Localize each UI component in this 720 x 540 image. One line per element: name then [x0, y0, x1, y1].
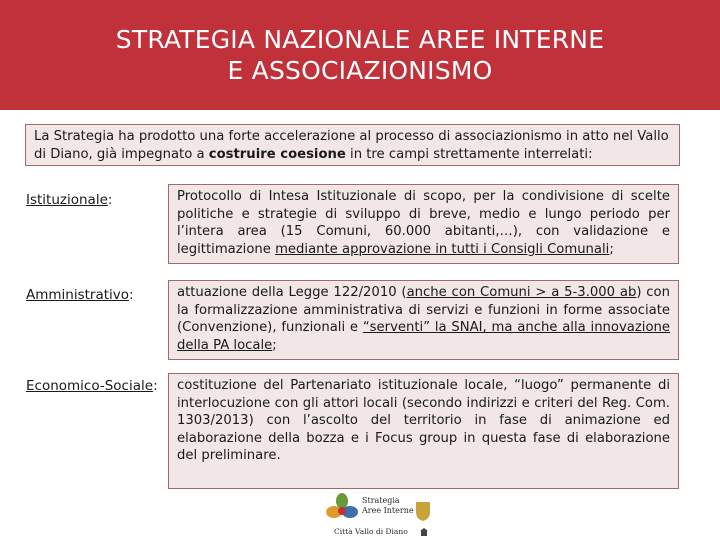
label-colon: :: [107, 192, 113, 208]
label-text: Istituzionale: [26, 192, 108, 208]
logo-center: [338, 507, 346, 515]
intro-text-end: in tre campi strettamente interrelati:: [345, 146, 593, 162]
economico-sociale-text: costituzione del Partenariato istituzionale locale, “luogo” permanente di interlocuzione con gli attori locali (secondo indirizzi e criteri del Reg. Com. 1303/2013) con l’ascolto del territorio in fase di animazione ed elaborazione della bozza e i Focus group in questa fase di elaborazione del preliminare.: [177, 378, 670, 464]
logo-line-2: Aree Interne: [362, 506, 414, 515]
logo-petal-green: [336, 493, 348, 509]
title-banner: [0, 0, 720, 110]
amministrativo-underlined-2: “serventi” la SNAI, ma anche alla innovazione della PA locale: [177, 320, 670, 353]
amministrativo-underlined-1: anche con Comuni > a 5-3.000 ab: [406, 285, 637, 300]
intro-bold-text: costruire coesione: [208, 146, 346, 162]
logo-caption: Città Vallo di Diano: [334, 527, 408, 536]
amministrativo-box: [168, 280, 679, 360]
logo-line-1: Strategia: [362, 496, 400, 505]
crest-shield: [416, 502, 430, 521]
amministrativo-text: attuazione della Legge 122/2010 (: [177, 285, 407, 300]
page-title: STRATEGIA NAZIONALE AREE INTERNE E ASSOCIAZIONISMO: [115, 25, 605, 85]
label-text: Amministrativo: [26, 287, 130, 303]
amministrativo-text-end: ;: [272, 337, 277, 353]
strategia-aree-interne-logo: [322, 492, 434, 538]
building-icon: [420, 528, 428, 536]
label-colon: :: [153, 378, 158, 394]
intro-box: [25, 124, 680, 166]
label-economico-sociale: [26, 377, 158, 395]
amministrativo-text-middle: ) con la formalizzazione amministrativa di servizi e funzioni in forme associate (Convenzione), funzionali e: [177, 285, 670, 336]
istituzionale-text: Protocollo di Intesa Istituzionale di scopo, per la condivisione di scelte politiche e strategie di sviluppo di breve, medio e lungo periodo per l’intera area (15 Comuni, 60.000 abitanti,…), con validazione e legittimazione: [177, 189, 670, 257]
economico-sociale-box: [168, 373, 679, 489]
intro-text: La Strategia ha prodotto una forte accelerazione al processo di associazionismo in atto nel Vallo di Diano, già impegnato a: [34, 129, 669, 162]
label-colon: :: [129, 287, 134, 303]
istituzionale-underlined: mediante approvazione in tutti i Consigli Comunali: [275, 241, 610, 257]
label-istituzionale: [26, 191, 112, 209]
crest-icon: [414, 500, 432, 522]
istituzionale-box: [168, 184, 679, 264]
label-text: Economico-Sociale: [26, 378, 154, 394]
label-amministrativo: [26, 286, 134, 304]
flower-emblem-icon: [324, 492, 360, 526]
istituzionale-text-end: ;: [609, 241, 614, 257]
